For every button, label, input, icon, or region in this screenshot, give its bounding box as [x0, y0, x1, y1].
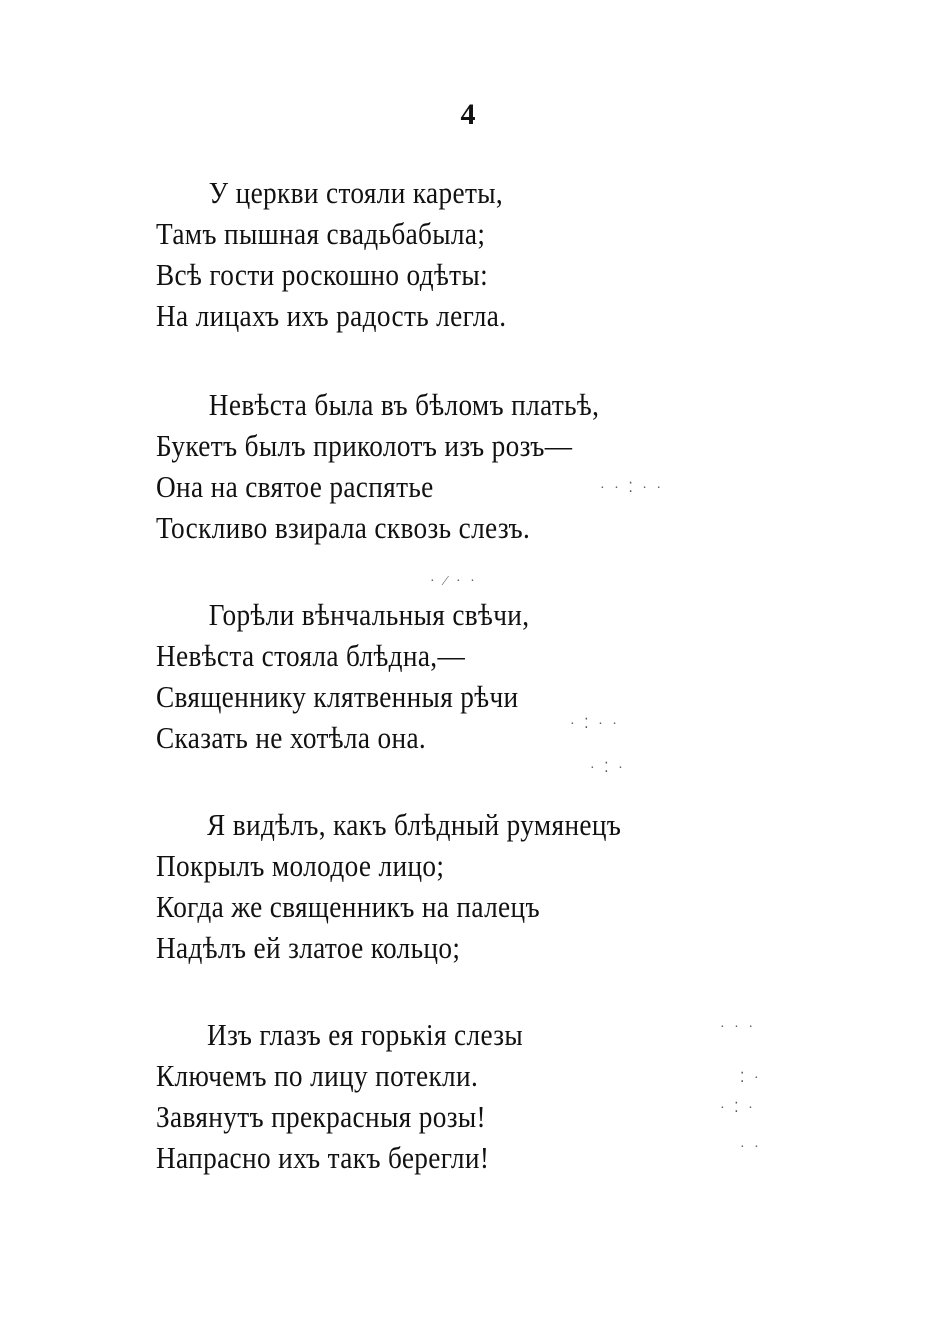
- verse-line: Напрасно ихъ такъ берегли!: [156, 1140, 490, 1175]
- stanza-3: [156, 594, 796, 758]
- verse-line: Всѣ гости роскошно одѣты:: [156, 257, 489, 292]
- verse-line: Изъ глазъ ея горькія слезы: [207, 1017, 524, 1052]
- scan-speckle: · · ·: [720, 1020, 756, 1035]
- scan-speckle: · ⁚ ·: [590, 761, 626, 776]
- verse-line: Надѣлъ ей златое кольцо;: [156, 930, 461, 965]
- verse-line: Покрылъ молодое лицо;: [156, 848, 445, 883]
- verse-line: Горѣли вѣнчальныя свѣчи,: [208, 597, 530, 632]
- page-number: 4: [460, 98, 476, 131]
- scan-speckle: · ·: [740, 1140, 762, 1155]
- scan-speckle: · ⁄ · ·: [430, 574, 478, 589]
- verse-line: Она на святое распятье: [156, 469, 434, 504]
- scan-speckle: · ⁚ ·: [720, 1101, 756, 1116]
- scan-speckle: · ⁚ · ·: [570, 717, 620, 732]
- verse-line: Сказать не хотѣла она.: [156, 720, 427, 755]
- verse-line: Тоскливо взирала сквозь слезъ.: [156, 510, 531, 545]
- stanza-5: [156, 1014, 796, 1178]
- stanza-1: [156, 172, 796, 336]
- scan-speckle: ⁚ ·: [740, 1071, 762, 1086]
- verse-line: Когда же священникъ на палецъ: [156, 889, 540, 924]
- stanza-4: [156, 804, 796, 968]
- verse-line: На лицахъ ихъ радость легла.: [156, 298, 507, 333]
- verse-line: Я видѣлъ, какъ блѣдный румянецъ: [207, 807, 622, 842]
- scan-speckle: · · ⁚ · ·: [600, 481, 665, 496]
- verse-line: Священнику клятвенныя рѣчи: [156, 679, 519, 714]
- verse-line: У церкви стояли кареты,: [208, 175, 504, 210]
- verse-line: Тамъ пышная свадьбабыла;: [156, 216, 486, 251]
- stanza-2: [156, 384, 796, 548]
- verse-line: Невѣста была въ бѣломъ платьѣ,: [208, 387, 600, 422]
- verse-line: Завянутъ прекрасныя розы!: [156, 1099, 486, 1134]
- verse-line: Ключемъ по лицу потекли.: [156, 1058, 479, 1093]
- verse-line: Невѣста стояла блѣдна,—: [156, 638, 466, 673]
- verse-line: Букетъ былъ приколотъ изъ розъ—: [156, 428, 573, 463]
